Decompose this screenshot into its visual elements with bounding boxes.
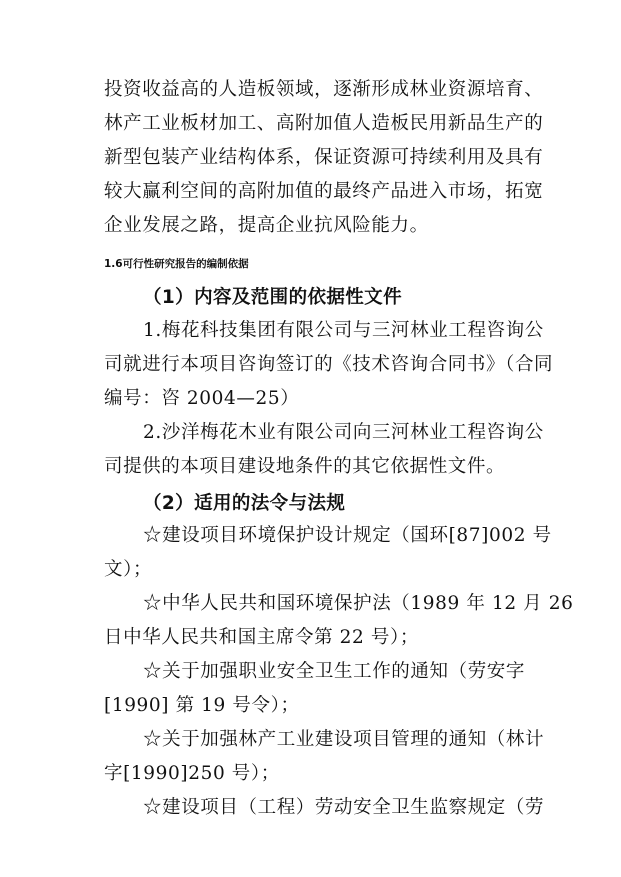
intro-line-5: 企业发展之路，提高企业抗风险能力。 [104, 215, 429, 236]
item-2-line-1: 2.沙洋梅花木业有限公司向三河林业工程咨询公 [143, 422, 544, 443]
law-2-line-1: ☆中华人民共和国环境保护法（1989 年 12 月 26 [143, 593, 574, 614]
item-1-line-2: 司就进行本项目咨询签订的《技术咨询合同书》（合同 [104, 354, 554, 375]
item-1-line-3: 编号：咨 2004—25） [104, 388, 300, 409]
intro-line-3: 新型包装产业结构体系，保证资源可持续利用及具有 [104, 147, 544, 168]
law-1-line-1: ☆建设项目环境保护设计规定（国环[87]002 号 [143, 525, 552, 546]
law-4-line-1: ☆关于加强林产工业建设项目管理的通知（林计 [143, 729, 545, 750]
law-2-line-2: 日中华人民共和国主席令第 22 号）； [104, 627, 419, 648]
subsection-1-title: （1）内容及范围的依据性文件 [143, 287, 402, 308]
intro-line-2: 林产工业板材加工、高附加值人造板民用新品生产的 [104, 113, 544, 134]
section-heading: 1.6可行性研究报告的编制依据 [104, 258, 249, 270]
law-3-line-2: [1990] 第 19 号令）； [104, 695, 300, 716]
item-1-line-1: 1.梅花科技集团有限公司与三河林业工程咨询公 [143, 320, 544, 341]
law-5-line-1: ☆建设项目（工程）劳动安全卫生监察规定（劳 [143, 797, 545, 818]
law-3-line-1: ☆关于加强职业安全卫生工作的通知（劳安字 [143, 661, 526, 682]
intro-line-4: 较大赢利空间的高附加值的最终产品进入市场，拓宽 [104, 181, 544, 202]
law-1-line-2: 文）； [104, 559, 153, 580]
subsection-2-title: （2）适用的法令与法规 [143, 493, 346, 514]
intro-line-1: 投资收益高的人造板领域，逐渐形成林业资源培育、 [104, 79, 544, 100]
law-4-line-2: 字[1990]250 号）； [104, 763, 280, 784]
item-2-line-2: 司提供的本项目建设地条件的其它依据性文件。 [104, 456, 506, 477]
